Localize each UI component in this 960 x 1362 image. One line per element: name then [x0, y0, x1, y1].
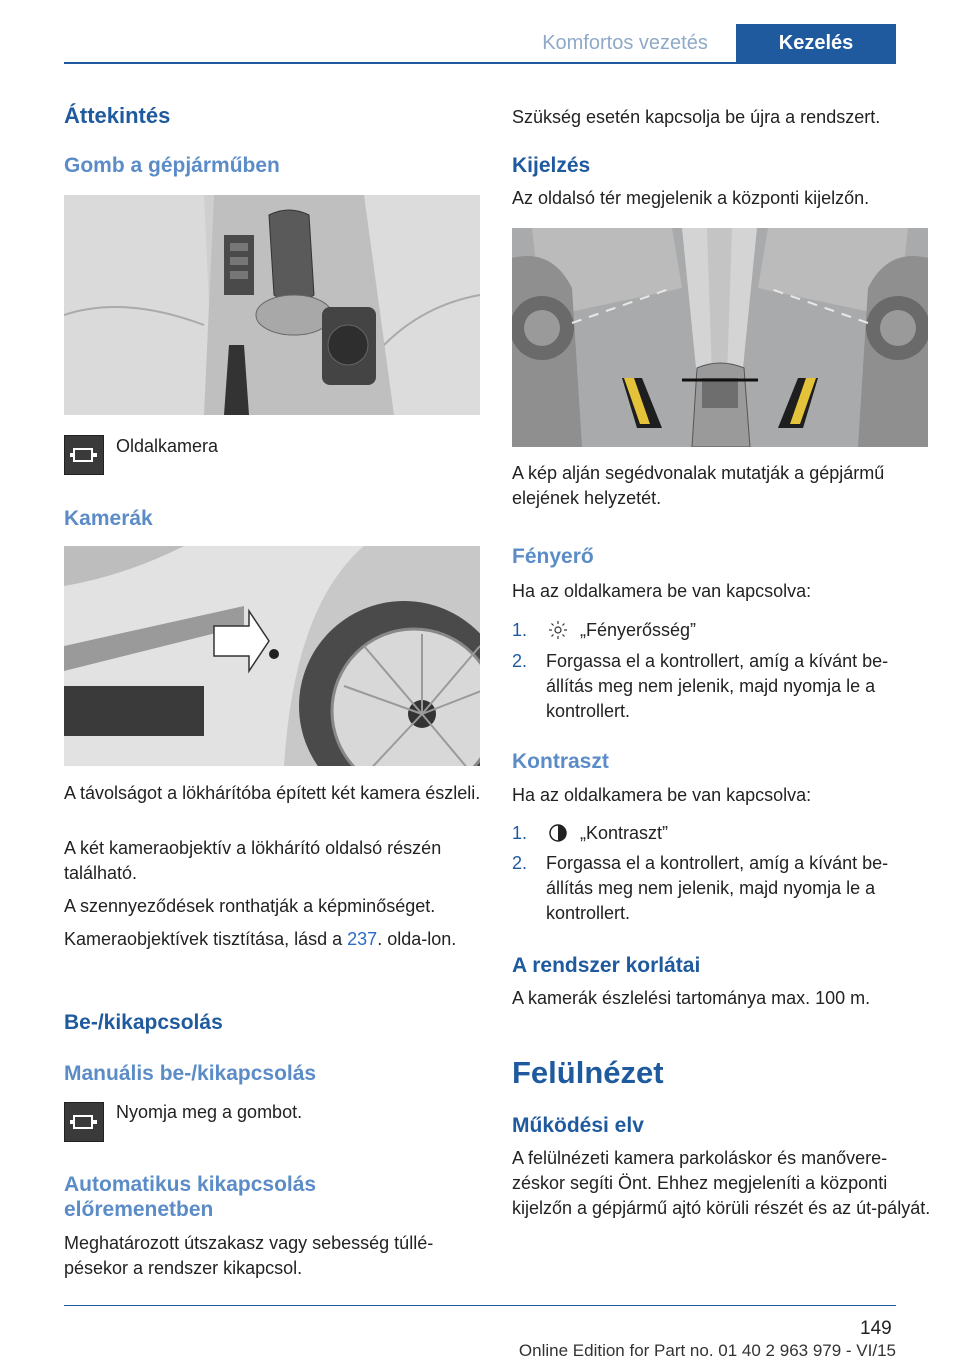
contrast-step-text: Forgassa el a kontrollert, amíg a kívánt be-állítás meg nem jelenik, majd nyomja le a kontrollert.	[546, 853, 889, 923]
on-off-title: Be-/kikapcsolás	[64, 1011, 223, 1034]
sun-icon	[548, 620, 568, 645]
brightness-step-text: Forgassa el a kontrollert, amíg a kívánt be-állítás meg nem jelenik, majd nyomja le a kontrollert.	[546, 651, 889, 721]
header-rule	[64, 62, 896, 64]
display-text: Az oldalsó tér megjelenik a központi kijelzőn.	[512, 188, 870, 208]
page-link-237[interactable]: 237	[347, 929, 378, 949]
brightness-step-number: 1.	[512, 620, 528, 640]
overview-title: Áttekintés	[64, 103, 171, 128]
footer-rule	[64, 1305, 896, 1306]
auto-off-text: Meghatározott útszakasz vagy sebesség túllé-pésekor a rendszer kikapcsol.	[64, 1233, 434, 1278]
contrast-title: Kontraszt	[512, 750, 609, 773]
limits-text: A kamerák észlelési tartománya max. 100 m.	[512, 988, 871, 1008]
header-chapter-tab: Kezelés	[736, 24, 896, 62]
side-view-display-illustration	[512, 228, 928, 447]
side-camera-icon	[64, 1102, 104, 1142]
brightness-title: Fényerő	[512, 545, 594, 568]
auto-off-title: Automatikus kikapcsolás előremenetben	[64, 1173, 317, 1221]
limits-title: A rendszer korlátai	[512, 954, 701, 977]
contrast-intro: Ha az oldalkamera be van kapcsolva:	[512, 785, 812, 805]
principle-text: A felülnézeti kamera parkoláskor és manővere-zéskor segíti Önt. Ehhez megjeleníti a központi kijelzőn a gépjármű ajtó körüli részét és az út-pályát.	[512, 1148, 931, 1218]
display-title: Kijelzés	[512, 154, 591, 177]
contrast-icon	[548, 823, 568, 848]
header-section-tab: Komfortos vezetés	[514, 24, 736, 62]
paragraph-cleaning	[64, 927, 476, 952]
cleaning-text-end: . olda-lon.	[377, 929, 457, 949]
reenable-text: Szükség esetén kapcsolja be újra a rendszert.	[512, 107, 881, 127]
cameras-subtitle: Kamerák	[64, 507, 153, 530]
brightness-intro: Ha az oldalkamera be van kapcsolva:	[512, 581, 812, 601]
contrast-step-number: 1.	[512, 823, 528, 843]
bumper-photo	[64, 546, 480, 766]
display-caption: A kép alján segédvonalak mutatják a gépjármű elejének helyzetét.	[512, 463, 885, 508]
paragraph-lens-location: A két kameraobjektív a lökhárító oldalsó részén található.	[64, 838, 442, 883]
contrast-step-number: 2.	[512, 853, 528, 873]
side-camera-button-label: Oldalkamera	[116, 436, 219, 456]
topview-title: Felülnézet	[512, 1055, 664, 1090]
manual-text: Nyomja meg a gombot.	[116, 1102, 303, 1122]
principle-title: Működési elv	[512, 1114, 644, 1137]
console-photo	[64, 195, 480, 415]
side-camera-icon	[64, 435, 104, 475]
brightness-step-text: „Fényerősség”	[580, 620, 697, 640]
paragraph-distance: A távolságot a lökhárítóba épített két kamera észleli.	[64, 783, 481, 803]
brightness-step-number: 2.	[512, 651, 528, 671]
footer-edition: Online Edition for Part no. 01 40 2 963 979 - VI/15	[518, 1341, 896, 1360]
page-number: 149	[860, 1318, 892, 1339]
contrast-step-text: „Kontraszt”	[580, 823, 669, 843]
manual-title: Manuális be-/kikapcsolás	[64, 1062, 317, 1085]
cleaning-text: Kameraobjektívek tisztítása, lásd a	[64, 929, 348, 949]
button-subtitle: Gomb a gépjárműben	[64, 154, 280, 177]
paragraph-dirt: A szennyeződések ronthatják a képminőséget.	[64, 896, 436, 916]
